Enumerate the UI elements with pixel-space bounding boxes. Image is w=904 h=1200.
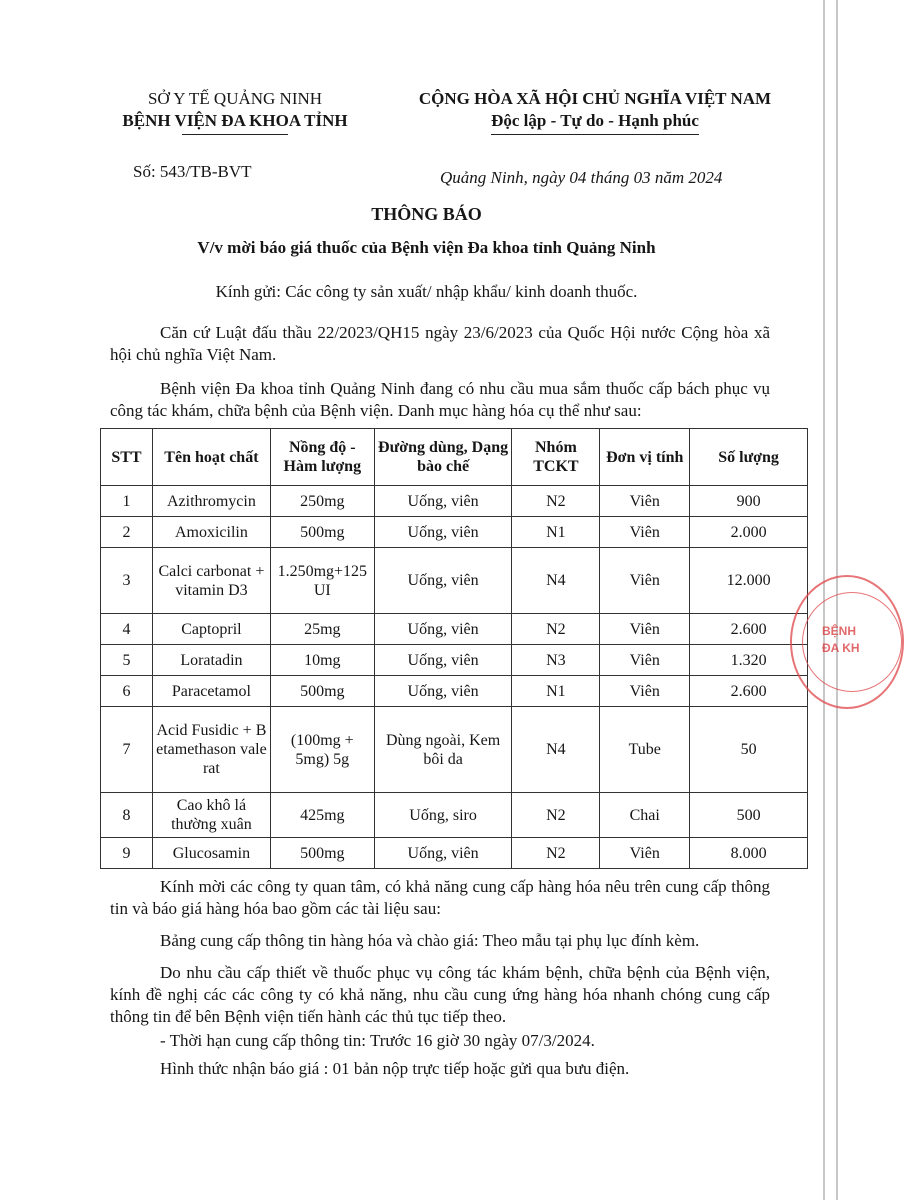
cell-unit: Viên — [600, 676, 690, 707]
cell-group: N2 — [512, 614, 600, 645]
cell-route-form: Uống, viên — [374, 676, 512, 707]
cell-quantity: 2.600 — [690, 614, 808, 645]
deadline-paragraph: - Thời hạn cung cấp thông tin: Trước 16 giờ 30 ngày 07/3/2024. — [160, 1031, 595, 1050]
legal-basis-paragraph: Căn cứ Luật đấu thầu 22/2023/QH15 ngày 23/6/2023 của Quốc Hội nước Cộng hòa xã hội chủ nghĩa Việt Nam. — [110, 323, 770, 364]
cell-group: N4 — [512, 548, 600, 614]
cell-stt: 6 — [101, 676, 153, 707]
col-header-route-form: Đường dùng, Dạng bào chế — [374, 429, 512, 486]
col-header-active-ingredient: Tên hoạt chất — [152, 429, 270, 486]
red-seal-stamp — [790, 575, 904, 709]
cell-group: N2 — [512, 793, 600, 838]
table-row — [101, 838, 808, 869]
cell-stt: 8 — [101, 793, 153, 838]
document-subject: V/v mời báo giá thuốc của Bệnh viện Đa khoa tỉnh Quảng Ninh — [197, 238, 656, 257]
cell-unit: Tube — [600, 707, 690, 793]
cell-strength: 500mg — [270, 517, 374, 548]
cell-route-form: Uống, viên — [374, 486, 512, 517]
col-header-tech-group: Nhóm TCKT — [512, 429, 600, 486]
cell-route-form: Uống, viên — [374, 838, 512, 869]
cell-route-form: Uống, viên — [374, 645, 512, 676]
table-row — [101, 614, 808, 645]
col-header-strength: Nồng độ - Hàm lượng — [270, 429, 374, 486]
cell-ingredient: Loratadin — [152, 645, 270, 676]
country-name: CỘNG HÒA XÃ HỘI CHỦ NGHĨA VIỆT NAM — [418, 89, 772, 108]
method-paragraph: Hình thức nhận báo giá : 01 bản nộp trực tiếp hoặc gửi qua bưu điện. — [160, 1059, 630, 1078]
cell-quantity: 500 — [690, 793, 808, 838]
cell-group: N4 — [512, 707, 600, 793]
cell-group: N2 — [512, 486, 600, 517]
cell-strength: 425mg — [270, 793, 374, 838]
cell-stt: 1 — [101, 486, 153, 517]
cell-unit: Viên — [600, 548, 690, 614]
cell-strength: 500mg — [270, 838, 374, 869]
cell-ingredient: Glucosamin — [152, 838, 270, 869]
cell-stt: 9 — [101, 838, 153, 869]
cell-unit: Viên — [600, 486, 690, 517]
cell-strength: 500mg — [270, 676, 374, 707]
document-number: Số: 543/TB-BVT — [133, 162, 252, 181]
cell-stt: 7 — [101, 707, 153, 793]
cell-route-form: Uống, siro — [374, 793, 512, 838]
cell-ingredient: Paracetamol — [152, 676, 270, 707]
table-row — [101, 517, 808, 548]
cell-group: N1 — [512, 676, 600, 707]
cell-route-form: Uống, viên — [374, 614, 512, 645]
cell-ingredient: Acid Fusidic + Betamethason valerat — [152, 707, 270, 793]
cell-group: N1 — [512, 517, 600, 548]
col-header-quantity: Số lượng — [690, 429, 808, 486]
invite-paragraph: Kính mời các công ty quan tâm, có khả năng cung cấp hàng hóa nêu trên cung cấp thông tin và báo giá hàng hóa bao gồm các tài liệu sau: — [110, 877, 770, 918]
cell-quantity: 12.000 — [690, 548, 808, 614]
cell-route-form: Uống, viên — [374, 548, 512, 614]
cell-ingredient: Cao khô lá thường xuân — [152, 793, 270, 838]
document-title: THÔNG BÁO — [371, 204, 482, 224]
national-motto: Độc lập - Tự do - Hạnh phúc — [491, 111, 699, 130]
cell-unit: Viên — [600, 838, 690, 869]
cell-quantity: 50 — [690, 707, 808, 793]
cell-ingredient: Calci carbonat + vitamin D3 — [152, 548, 270, 614]
recipient-line: Kính gửi: Các công ty sản xuất/ nhập khẩu/ kinh doanh thuốc. — [215, 282, 638, 301]
cell-group: N2 — [512, 838, 600, 869]
seal-text: BỆNH ĐA KH — [822, 624, 860, 655]
table-row — [101, 707, 808, 793]
cell-stt: 4 — [101, 614, 153, 645]
cell-quantity: 900 — [690, 486, 808, 517]
cell-stt: 2 — [101, 517, 153, 548]
cell-quantity: 2.600 — [690, 676, 808, 707]
cell-strength: 1.250mg+125UI — [270, 548, 374, 614]
cell-stt: 3 — [101, 548, 153, 614]
cell-group: N3 — [512, 645, 600, 676]
table-header-row — [101, 429, 808, 486]
cell-strength: 25mg — [270, 614, 374, 645]
table-row — [101, 676, 808, 707]
table-row — [101, 793, 808, 838]
cell-quantity: 2.000 — [690, 517, 808, 548]
cell-strength: (100mg + 5mg) 5g — [270, 707, 374, 793]
cell-ingredient: Captopril — [152, 614, 270, 645]
cell-unit: Viên — [600, 517, 690, 548]
form-paragraph: Bảng cung cấp thông tin hàng hóa và chào giá: Theo mẫu tại phụ lục đính kèm. — [160, 931, 700, 950]
cell-ingredient: Amoxicilin — [152, 517, 270, 548]
table-row — [101, 486, 808, 517]
issuer-parent: SỞ Y TẾ QUẢNG NINH — [147, 89, 323, 108]
cell-route-form: Dùng ngoài, Kem bôi da — [374, 707, 512, 793]
urgency-paragraph: Do nhu cầu cấp thiết về thuốc phục vụ công tác khám bệnh, chữa bệnh của Bệnh viện, kính đề nghị các các công ty có khả năng, nhu cầu cung ứng hàng hóa nhanh chóng cung cấp thông tin để bên Bệnh viện tiến hành các thủ tục tiếp theo. — [110, 963, 770, 1026]
document-date: Quảng Ninh, ngày 04 tháng 03 năm 2024 — [440, 168, 723, 187]
table-row — [101, 548, 808, 614]
national-header — [385, 88, 805, 132]
cell-unit: Viên — [600, 614, 690, 645]
cell-ingredient: Azithromycin — [152, 486, 270, 517]
cell-unit: Chai — [600, 793, 690, 838]
cell-quantity: 1.320 — [690, 645, 808, 676]
goods-table — [100, 428, 808, 869]
need-paragraph: Bệnh viện Đa khoa tỉnh Quảng Ninh đang có nhu cầu mua sắm thuốc cấp bách phục vụ công tác khám, chữa bệnh của Bệnh viện. Danh mục hàng hóa cụ thể như sau: — [110, 379, 770, 420]
issuer-block — [100, 88, 370, 132]
col-header-stt: STT — [101, 429, 153, 486]
col-header-unit: Đơn vị tính — [600, 429, 690, 486]
cell-strength: 10mg — [270, 645, 374, 676]
issuer-org: BỆNH VIỆN ĐA KHOA TỈNH — [122, 111, 348, 130]
cell-strength: 250mg — [270, 486, 374, 517]
cell-unit: Viên — [600, 645, 690, 676]
cell-quantity: 8.000 — [690, 838, 808, 869]
cell-route-form: Uống, viên — [374, 517, 512, 548]
table-row — [101, 645, 808, 676]
cell-stt: 5 — [101, 645, 153, 676]
